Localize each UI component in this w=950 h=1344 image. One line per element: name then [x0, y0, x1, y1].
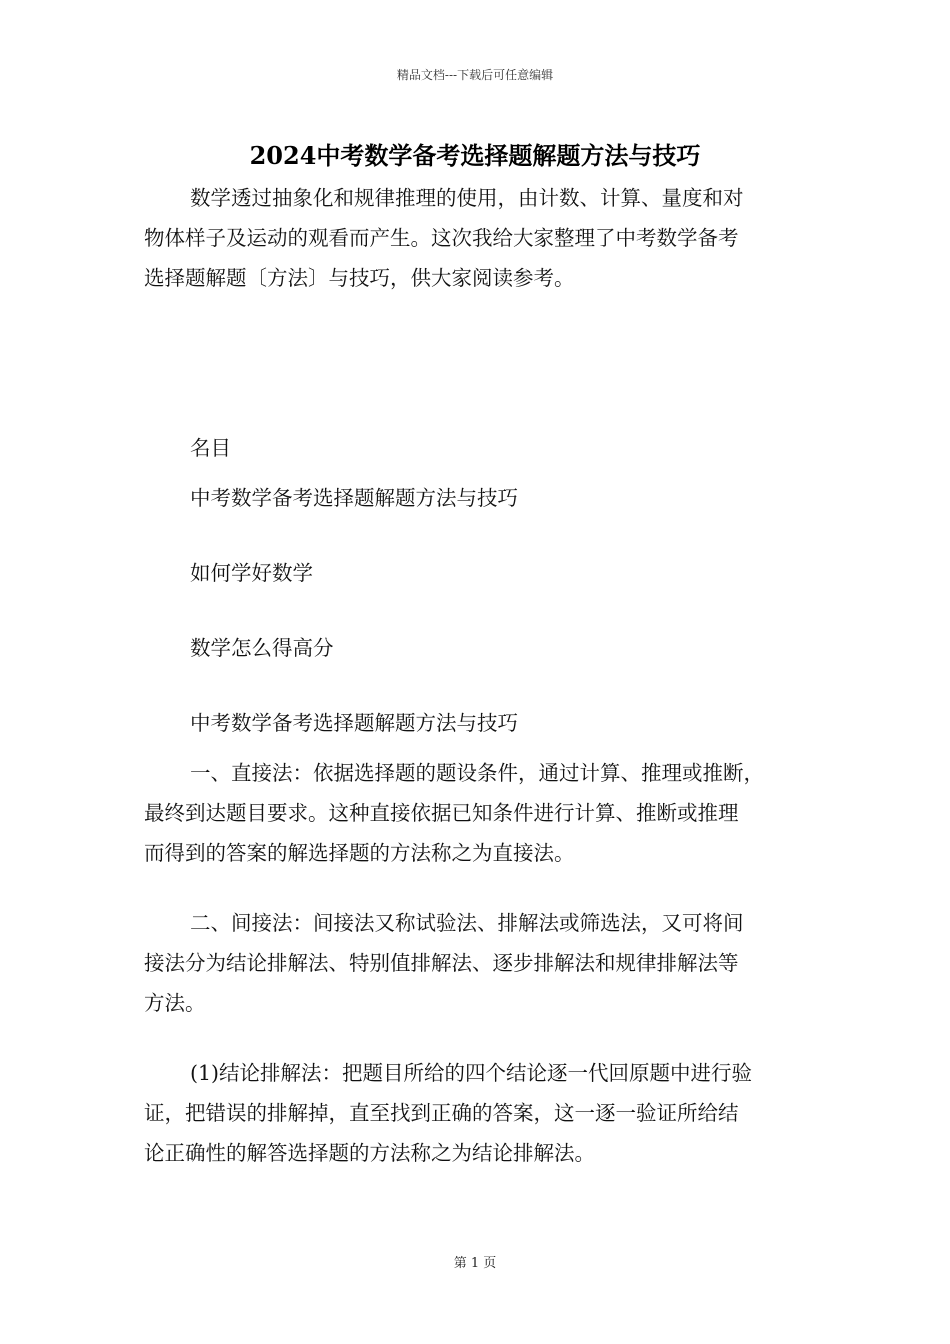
paragraph-line: 最终到达题目要求。这种直接依据已知条件进行计算、推断或推理	[144, 801, 739, 825]
paragraph-line: 而得到的答案的解选择题的方法称之为直接法。	[144, 841, 575, 865]
toc-item: 数学怎么得高分	[190, 636, 334, 660]
toc-item: 如何学好数学	[190, 561, 313, 585]
paragraph-line: 方法。	[144, 991, 206, 1015]
paragraph-line: 接法分为结论排解法、特别值排解法、逐步排解法和规律排解法等	[144, 951, 739, 975]
paragraph-line: 证，把错误的排解掉，直至找到正确的答案，这一逐一验证所给结	[144, 1101, 739, 1125]
toc-heading: 名目	[190, 436, 231, 460]
page-number: 第 1 页	[453, 1256, 497, 1271]
paragraph-line: 论正确性的解答选择题的方法称之为结论排解法。	[144, 1141, 595, 1165]
document-title: 2024中考数学备考选择题解题方法与技巧	[249, 141, 701, 170]
intro-line: 数学透过抽象化和规律推理的使用，由计数、计算、量度和对	[190, 186, 744, 210]
paragraph-line: (1)结论排解法：把题目所给的四个结论逐一代回原题中进行验	[190, 1061, 753, 1085]
section-title: 中考数学备考选择题解题方法与技巧	[190, 711, 518, 735]
page-header: 精品文档---下载后可任意编辑	[396, 68, 554, 82]
intro-paragraph	[144, 178, 808, 298]
paragraph-line: 一、直接法：依据选择题的题设条件，通过计算、推理或推断，	[190, 761, 764, 785]
method-direct-paragraph	[144, 753, 808, 873]
toc-item: 中考数学备考选择题解题方法与技巧	[190, 486, 518, 510]
intro-line: 选择题解题〔方法〕与技巧，供大家阅读参考。	[144, 266, 575, 290]
method-conclusion-paragraph	[144, 1053, 808, 1173]
method-indirect-paragraph	[144, 903, 808, 1023]
paragraph-line: 二、间接法：间接法又称试验法、排解法或筛选法，又可将间	[190, 911, 744, 935]
intro-line: 物体样子及运动的观看而产生。这次我给大家整理了中考数学备考	[144, 226, 739, 250]
